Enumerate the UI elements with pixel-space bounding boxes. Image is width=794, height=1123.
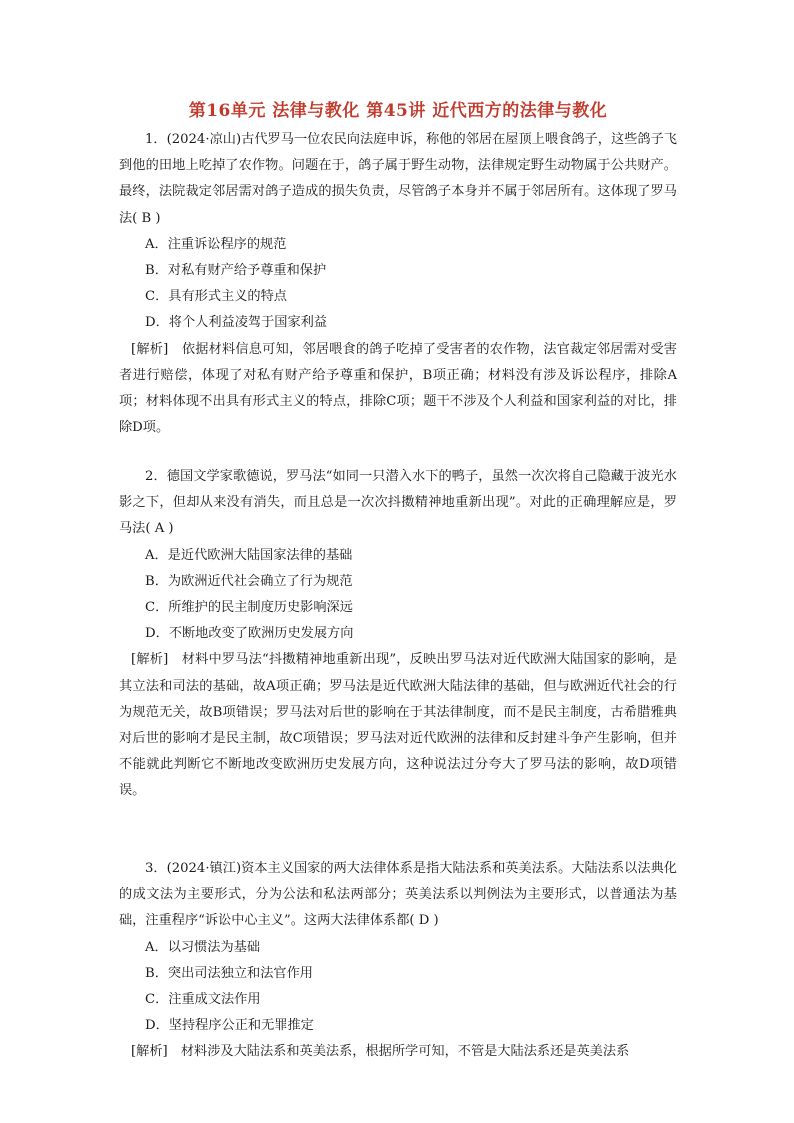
- option-a: A．注重诉讼程序的规范: [145, 236, 287, 252]
- question-stem: 2．德国文学家歌德说，罗马法“如同一只潜入水下的鸭子，虽然一次次将自己隐藏于波光水影之下，但却从来没有消失，而且总是一次次抖擞精神地重新出现”。对此的正确理解应是，罗马法( A ): [119, 469, 677, 537]
- option-a: A．以习惯法为基础: [145, 939, 261, 955]
- question-3: [119, 856, 677, 1066]
- option-b: B．对私有财产给予尊重和保护: [145, 263, 327, 279]
- option-c: C．所维护的民主制度历史影响深远: [145, 600, 353, 616]
- question-stem: 3．(2024·镇江)资本主义国家的两大法律体系是指大陆法系和英美法系。大陆法系以法典化的成文法为主要形式，分为公法和私法两部分；英美法系以判例法为主要形式，以普通法为基础，注重程序“诉讼中心主义”。这两大法律体系都( D ): [119, 861, 677, 929]
- question-1: [119, 127, 677, 441]
- option-d: D．坚持程序公正和无罪推定: [145, 1018, 314, 1034]
- option-c: C．注重成文法作用: [145, 992, 261, 1008]
- question-stem: 1．(2024·凉山)古代罗马一位农民向法庭申诉，称他的邻居在屋顶上喂食鸽子，这些鸽子飞到他的田地上吃掉了农作物。问题在于，鸽子属于野生动物，法律规定野生动物属于公共财产。最终，法院裁定邻居需对鸽子造成的损失负责，尽管鸽子本身并不属于邻居所有。这体现了罗马法( B ): [119, 132, 677, 226]
- option-b: B．为欧洲近代社会确立了行为规范: [145, 573, 353, 589]
- option-d: D．不断地改变了欧洲历史发展方向: [145, 626, 354, 642]
- option-d: D．将个人利益凌驾于国家利益: [145, 315, 328, 331]
- option-b: B．突出司法独立和法官作用: [145, 965, 313, 981]
- analysis: [解析] 材料涉及大陆法系和英美法系，根据所学可知，不管是大陆法系还是英美法系: [131, 1044, 630, 1060]
- analysis: [解析] 依据材料信息可知，邻居喂食的鸽子吃掉了受害者的农作物，法官裁定邻居需对受害者进行赔偿，体现了对私有财产给予尊重和保护，B项正确；材料没有涉及诉讼程序，排除A项；材料体现不出具有形式主义的特点，排除C项；题干不涉及个人利益和国家利益的对比，排除D项。: [119, 341, 677, 436]
- option-a: A．是近代欧洲大陆国家法律的基础: [145, 547, 353, 563]
- option-c: C．具有形式主义的特点: [145, 289, 287, 305]
- analysis: [解析] 材料中罗马法“抖擞精神地重新出现”，反映出罗马法对近代欧洲大陆国家的影响，是其立法和司法的基础，故A项正确；罗马法是近代欧洲大陆法律的基础，但与欧洲近代社会的行为规范无关，故B项错误；罗马法对后世的影响在于其法律制度，而不是民主制度，古希腊雅典对后世的影响才是民主制，故C项错误；罗马法对近代欧洲的法律和反封建斗争产生影响，但并不能就此判断它不断地改变欧洲历史发展方向，这种说法过分夸大了罗马法的影响，故D项错误。: [119, 652, 677, 799]
- page-title: 第16单元 法律与教化 第45讲 近代西方的法律与教化: [188, 101, 608, 121]
- question-2: [119, 464, 677, 805]
